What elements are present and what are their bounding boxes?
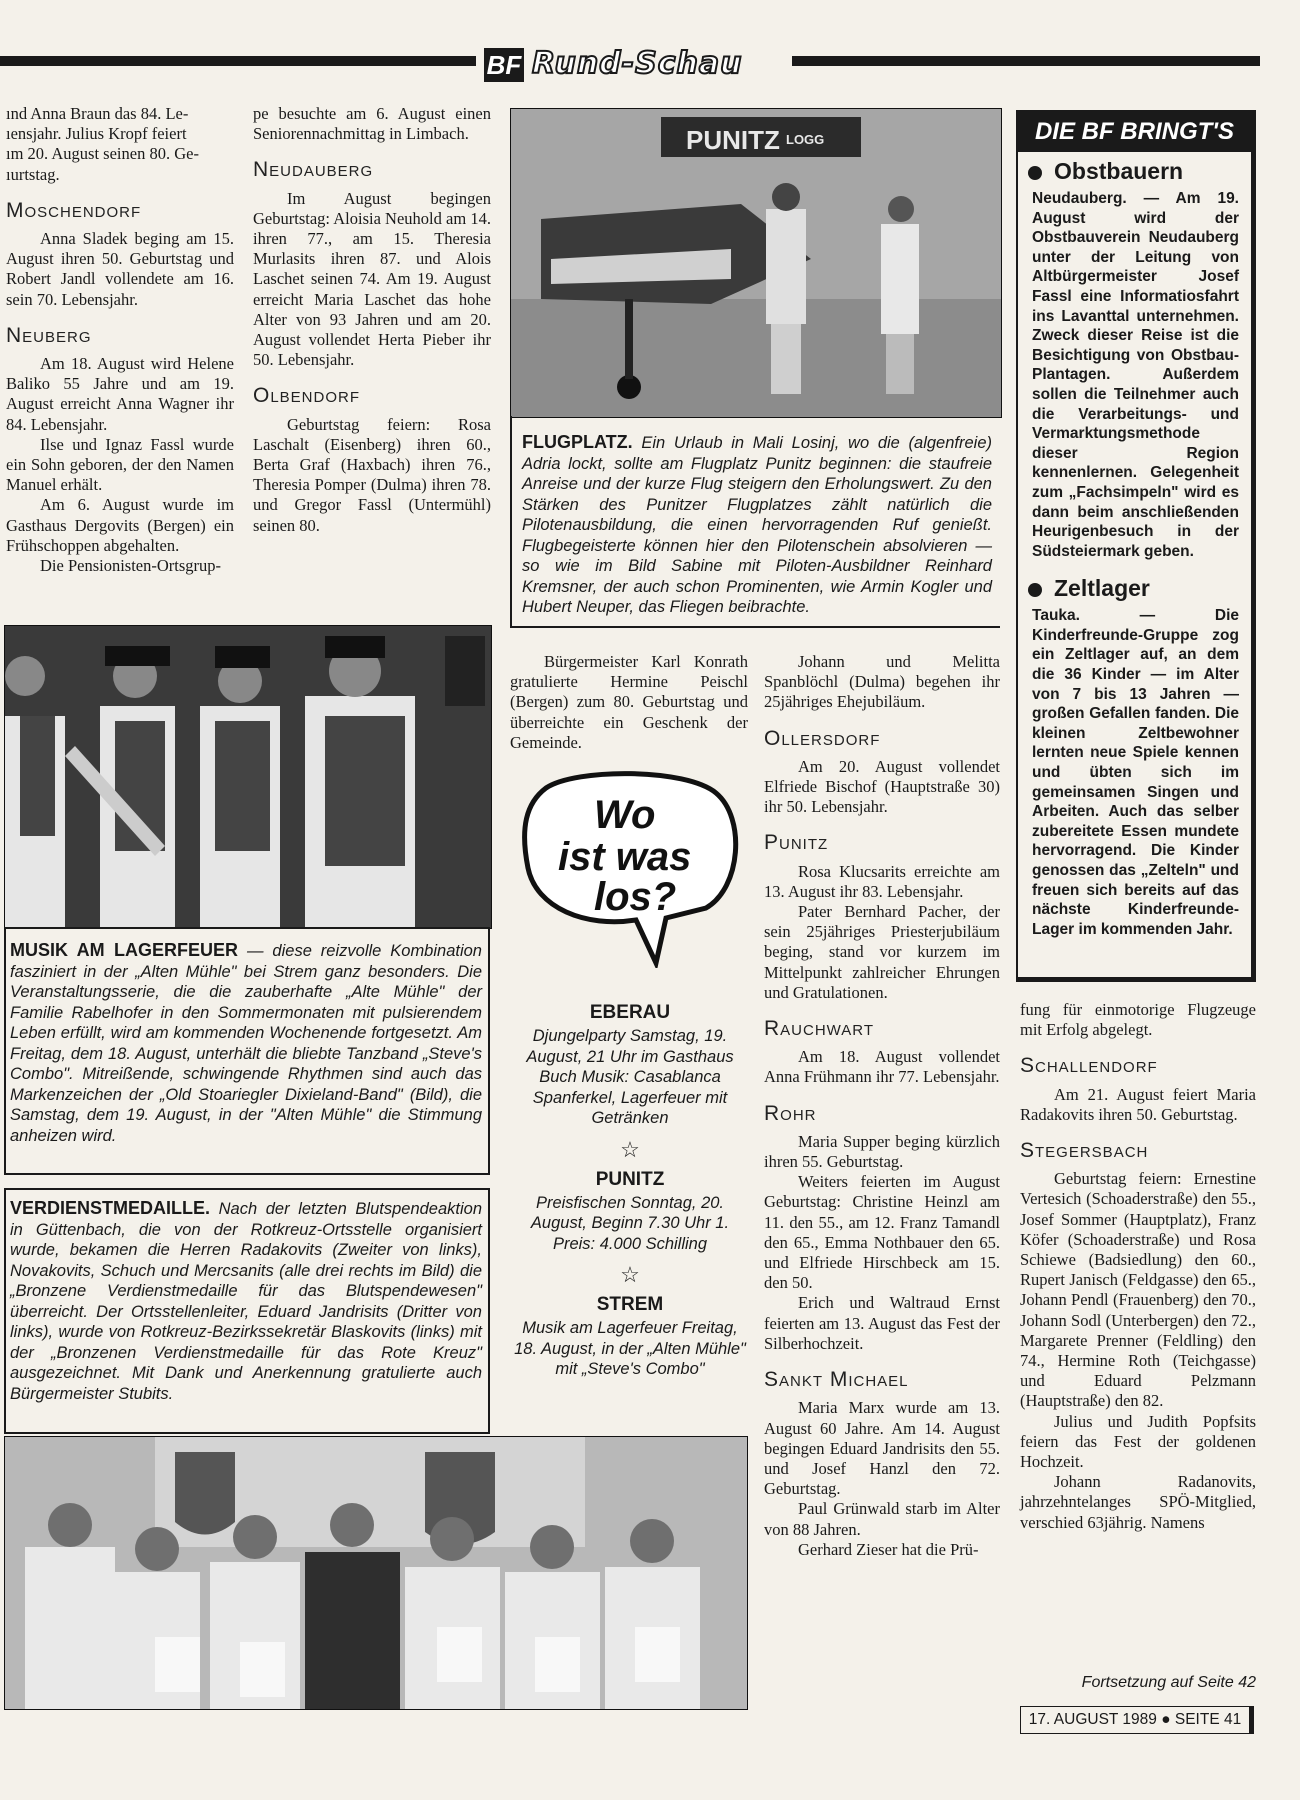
ollersdorf-text: Am 20. August vollendet Elfriede Bischof (Hauptstraße 30) ihr 50. Lebensjahr. bbox=[764, 756, 1000, 817]
header-rule-left bbox=[0, 56, 476, 66]
masthead bbox=[484, 46, 784, 86]
section-heading-neuberg: Neuberg bbox=[6, 323, 92, 347]
moschendorf-text: Anna Sladek beging am 15. August ihren 50. Geburtstag und Robert Jandl vollendete am 16. sein 70. Lebensjahr. bbox=[6, 229, 234, 309]
section-heading-olbendorf: Olbendorf bbox=[253, 384, 361, 408]
sidebar-box bbox=[1016, 110, 1256, 982]
section-heading-schallendorf: Schallendorf bbox=[1020, 1054, 1158, 1078]
flugplatz-caption-text: Ein Urlaub in Mali Losinj, wo die (algenfreie) Adria lockt, sollte am Flugplatz Punitz beginnen: die staufreie Anreise und der kurze Flug steigern den Erholungswert. Zu den Stärken des Punitzer Flugplatzes zählt natürlich die Pilotenausbildung, die einen hervorragenden Ruf genießt. Flugbegeisterte können hier den Pilotenschein absolvieren — so wie im Bild Sabine mit Piloten-Ausbildner Reinhard Kremsner, der auch schon Prominenten, wie Armin Kogler und Hubert Neuper, das Fliegen beibrachte. bbox=[522, 434, 993, 616]
stegersbach-text-1: Geburtstag feiern: Ernestine Vertesich (Schoaderstraße) den 55., Josef Sommer (Hauptplatz), Franz Köfer (Schoaderstraße) und Rosa Schiewe (Badsiedlung) den 60., Rupert Janisch (Feldgasse) den 65., Johann Pendl (Frauenberg) den 70., Johann Sodl (Unterbergen) den 72., Margarete Prenner (Feldling) den 74., Hermine Roth (Teichgasse) und Eduard Pelzmann (Hauptstraße) den 82. bbox=[1020, 1169, 1256, 1411]
section-heading-punitz: Punitz bbox=[764, 831, 829, 855]
michael-text-1: Maria Marx wurde am 13. August 60 Jahre. Am 14. August begingen Eduard Jandrisits den 55. und Josef Hanzl den 72. Geburtstag. bbox=[764, 1398, 1000, 1499]
verdienst-photo bbox=[4, 1436, 748, 1710]
rohr-text-1: Maria Supper beging kürzlich ihren 55. Geburtstag. bbox=[764, 1131, 1000, 1172]
verdienst-caption-text: Nach der letzten Blutspendeaktion in Güttenbach, die von der Rotkreuz-Ortsstelle organisiert wurde, bekamen die Herren Radakovits (Zweiter von links), Novakovits, Schuch und Mercsanits (alle drei rechts im Bild) die „Bronzene Verdienstmedaille für das Blutspendewesen" überreicht. Der Ortsstellenleiter, Eduard Jandrisits (Dritter von links), wurde von Rotkreuz-Bezirkssekretär Blaskovits (links) mit der „Bronzenen Verdienstmedaille für das Rote Kreuz" ausgezeichnet. Mit Dank und Anerkennung gratulierte auch Bürgermeister Stubits. bbox=[10, 1200, 482, 1403]
section-heading-moschendorf: Moschendorf bbox=[6, 198, 142, 222]
star-divider-icon: ☆ bbox=[620, 1262, 640, 1287]
header-rule-right bbox=[792, 56, 1260, 66]
bubble-line-3: los? bbox=[594, 875, 677, 919]
event-strem: Musik am Lagerfeuer Freitag, 18. August, in der „Alten Mühle" mit „Steve's Combo" bbox=[514, 1319, 746, 1378]
zeltlager-text: Tauka. — Die Kinderfreunde-Gruppe zog ein Zeltlager auf, an dem die 36 Kinder — im Alter von 7 bis 13 Jahren — großen Gefallen fanden. Die kleinen Zeltbewohner lernten neue Spiele kennen und übten sich im gemeinsamen Singen und Arbeiten. Auch das selber zubereitete Essen mundete hervorragend. Die Kinder genossen das „Zelteln" und freuen sich bereits auf das nächste Kinderfreunde-Lager im kommenden Jahr. bbox=[1032, 607, 1239, 938]
section-heading-stegersbach: Stegersbach bbox=[1020, 1139, 1149, 1163]
musik-photo bbox=[4, 625, 492, 929]
michael-text-3: Gerhard Zieser hat die Prü- bbox=[798, 1539, 979, 1559]
flugplatz-caption-border-bottom bbox=[510, 626, 1000, 628]
sidebar-title-zeltlager-text: Zeltlager bbox=[1054, 575, 1150, 602]
musik-caption-head: MUSIK AM LAGERFEUER bbox=[10, 940, 239, 960]
musik-caption-text: — diese reizvolle Kombination fasziniert in der „Alten Mühle" bei Strem ganz besonders. Die Veranstaltungsserie, die die zauberhafte „Alte Mühle" der Familie Rabelhofer in den Sommermonaten mit pulsierendem Leben erfüllt, wird am kommenden Wochenende fortgesetzt. Am Freitag, dem 18. August, unterhält die bliebte Tanzband „Steve's Combo". Mitreißende, schwingende Rhythmen sind auch das Markenzeichen der „Old Stoariegler Dixieland-Band" (Bild), die Samstag, dem 19. August, in der "Alten Mühle" die Stimmung anheizen wird. bbox=[10, 942, 482, 1145]
sidebar-title-obstbauern-text: Obstbauern bbox=[1054, 158, 1184, 184]
section-heading-sankt-michael: Sankt Michael bbox=[764, 1368, 909, 1392]
neudauberg-text: Im August begingen Geburtstag: Aloisia Neuhold am 14. ihren 77., am 15. Theresia Murlasits ihren 87. und Alois Laschet seinen 74. Am 19. August erreicht Maria Laschet das hohe Alter von 93 Jahren und am 20. August vollendet Herta Pieber ihr 50. Lebensjahr. bbox=[253, 188, 491, 370]
flugplatz-caption-border bbox=[510, 416, 512, 628]
col1-intro-line: ıensjahr. Julius Kropf feiert bbox=[6, 124, 187, 144]
neuberg-text-2: Ilse und Ignaz Fassl wurde ein Sohn geboren, der den Namen Manuel erhält. bbox=[6, 434, 234, 495]
col2-intro: pe besuchte am 6. August einen Seniorennachmittag in Limbach. bbox=[253, 104, 491, 144]
verdienst-caption-head: VERDIENSTMEDAILLE. bbox=[10, 1198, 211, 1218]
punitz-text-2: Pater Bernhard Pacher, der sein 25jähriges Priesterjubiläum beging, stand vor kurzem im Mittelpunkt zahlreicher Ehrungen und Gratulationen. bbox=[764, 902, 1000, 1002]
col5-intro: fung für einmotorige Flugzeuge mit Erfolg abgelegt. bbox=[1020, 1000, 1256, 1040]
column-4 bbox=[764, 652, 1000, 1560]
col1-intro-line: ım 20. August seinen 80. Ge- bbox=[6, 144, 199, 164]
obstbauern-text: Neudauberg. — Am 19. August wird der Obstbauverein Neudauberg unter der Leitung von Altbürgermeister Josef Fassl eine Informatiosfahrt ins Lavanttal unternehmen. Zweck dieser Reise ist die Besichtigung von Obstbau-Plantagen. Außerdem sollen die Teilnehmer auch die Verarbeitungs- und Vermarktungsmethode dieser Region kennenlernen. Gelegenheit zum „Fachsimpeln" wird es dann beim anschließenden Heurigenbesuch in der Südsteiermark geben. bbox=[1032, 190, 1239, 560]
sidebar-text-zeltlager bbox=[1018, 606, 1251, 939]
michael-text-2: Paul Grünwald starb im Alter von 88 Jahren. bbox=[764, 1499, 1000, 1539]
star-divider-icon: ☆ bbox=[620, 1136, 640, 1162]
verdienst-caption bbox=[10, 1198, 482, 1404]
section-heading-rauchwart: Rauchwart bbox=[764, 1017, 874, 1041]
sidebar-heading: DIE BF BRINGT'S bbox=[1018, 112, 1251, 152]
continued-note: Fortsetzung auf Seite 42 bbox=[1081, 1674, 1256, 1691]
column-3 bbox=[510, 652, 748, 753]
bubble-line-2: ist was bbox=[558, 835, 692, 879]
section-heading-neudauberg: Neudauberg bbox=[253, 158, 374, 182]
stegersbach-text-3: Johann Radanovits, jahrzehntelanges SPÖ-Mitglied, verschied 63jährig. Namens bbox=[1020, 1472, 1256, 1532]
stegersbach-text-2: Julius und Judith Popfsits feiern das Fest der goldenen Hochzeit. bbox=[1020, 1411, 1256, 1472]
section-heading-ollersdorf: Ollersdorf bbox=[764, 726, 881, 750]
flugplatz-photo bbox=[510, 108, 1002, 418]
column-5 bbox=[1020, 1000, 1256, 1533]
wo-ist-was-los-bubble bbox=[516, 768, 746, 968]
event-heading-eberau: EBERAU bbox=[589, 1002, 671, 1023]
neuberg-text-3: Am 6. August wurde im Gasthaus Dergovits (Bergen) ein Frühschoppen abgehalten. bbox=[6, 495, 234, 555]
sidebar-text-obstbauern bbox=[1018, 189, 1251, 561]
footer-date-page: 17. AUGUST 1989 ● SEITE 41 bbox=[1020, 1706, 1254, 1734]
musik-caption bbox=[10, 940, 482, 1146]
sidebar-title-obstbauern bbox=[1028, 158, 1251, 185]
event-heading-strem: STREM bbox=[596, 1294, 664, 1315]
col1-intro-line: ınd Anna Braun das 84. Le- bbox=[6, 104, 189, 123]
neuberg-text-1: Am 18. August wird Helene Baliko 55 Jahre und am 19. August erreicht Anna Wagner ihr 84. Lebensjahr. bbox=[6, 354, 234, 434]
olbendorf-text: Geburtstag feiern: Rosa Laschalt (Eisenberg) ihren 60., Berta Graf (Haxbach) ihren 76., Theresia Pomper (Dulma) ihren 78. und Gregor Fassl (Untermühl) seinen 80. bbox=[253, 414, 491, 535]
section-title: Rund-Schau bbox=[532, 46, 743, 81]
flugplatz-caption-head: FLUGPLATZ. bbox=[522, 432, 633, 452]
schallendorf-text: Am 21. August feiert Maria Radakovits ihren 50. Geburtstag. bbox=[1020, 1084, 1256, 1124]
bullet-icon bbox=[1028, 166, 1042, 180]
event-eberau: Djungelparty Samstag, 19. August, 21 Uhr im Gasthaus Buch Musik: Casablanca Spanferkel, Lagerfeuer mit Getränken bbox=[526, 1027, 734, 1127]
column-1 bbox=[6, 104, 234, 576]
spanbloechl-text: Johann und Melitta Spanblöchl (Dulma) begehen ihr 25jähriges Ehejubiläum. bbox=[764, 652, 1000, 712]
plane-sign-text: PUNITZ bbox=[686, 125, 780, 155]
section-heading-rohr: Rohr bbox=[764, 1101, 817, 1125]
event-punitz: Preisfischen Sonntag, 20. August, Beginn 7.30 Uhr 1. Preis: 4.000 Schilling bbox=[530, 1193, 730, 1253]
rohr-text-2: Weiters feierten im August Geburtstag: Christine Heinzl am 11. den 55., am 12. Franz Tamandl den 65., Emma Nothbauer den 65. und Elfriede Hirschbeck am 15. den 50. bbox=[764, 1172, 1000, 1293]
rauchwart-text: Am 18. August vollendet Anna Frühmann ihr 77. Lebensjahr. bbox=[764, 1047, 1000, 1087]
col1-intro-line: ıurtstag. bbox=[6, 164, 60, 184]
rohr-text-3: Erich und Waltraud Ernst feierten am 13. August das Fest der Silberhochzeit. bbox=[764, 1293, 1000, 1353]
sidebar-title-zeltlager bbox=[1028, 575, 1251, 602]
bf-logo: BF bbox=[484, 48, 524, 82]
bullet-icon bbox=[1028, 583, 1042, 597]
event-listing bbox=[512, 996, 748, 1380]
event-heading-punitz: PUNITZ bbox=[595, 1168, 665, 1190]
flugplatz-caption bbox=[522, 432, 992, 618]
punitz-text-1: Rosa Klucsarits erreichte am 13. August ihr 83. Lebensjahr. bbox=[764, 861, 1000, 901]
bubble-line-1: Wo bbox=[594, 793, 656, 837]
konrath-text: Bürgermeister Karl Konrath gratulierte Hermine Peischl (Bergen) zum 80. Geburtstag und überreichte ein Geschenk der Gemeinde. bbox=[510, 652, 748, 752]
neuberg-text-4: Die Pensionisten-Ortsgrup- bbox=[40, 556, 222, 576]
plane-sign-text-2: LOGG bbox=[786, 132, 825, 147]
column-2 bbox=[253, 104, 491, 536]
